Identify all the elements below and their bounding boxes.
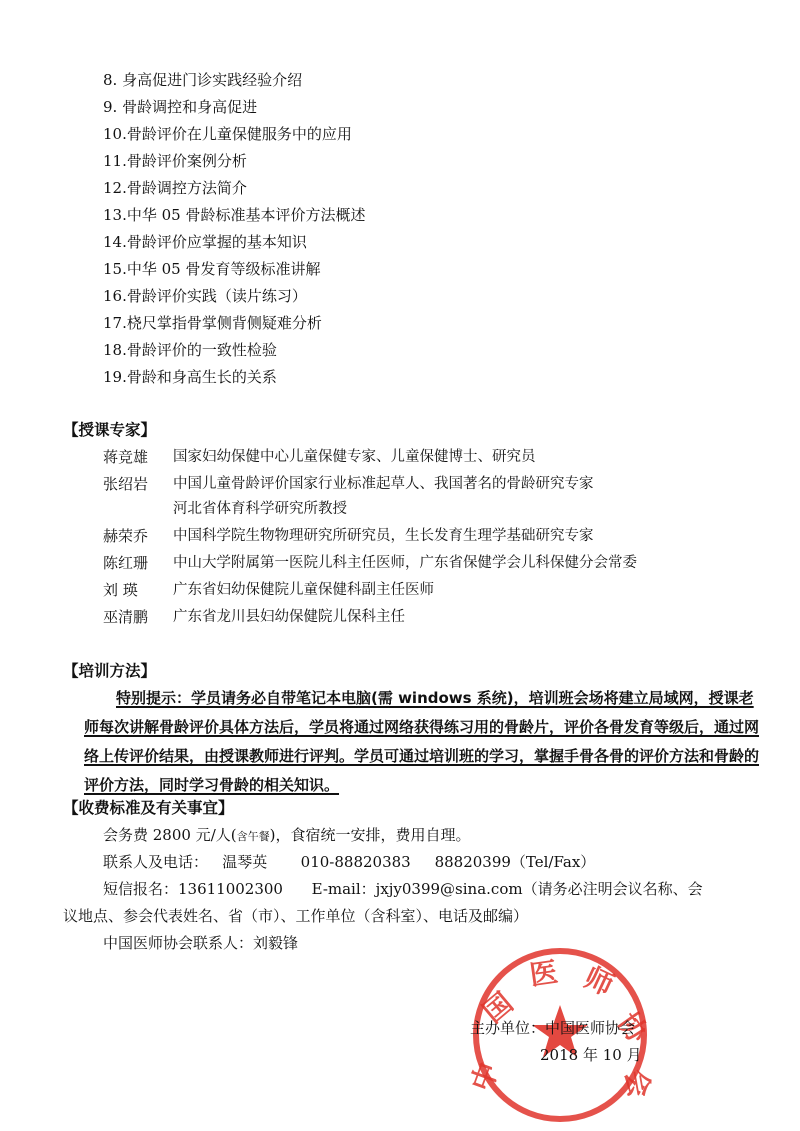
expert-name: 张绍岩: [103, 475, 149, 493]
fee-line: [103, 825, 470, 847]
topic-item: 10.骨龄评价在儿童保健服务中的应用: [103, 125, 352, 143]
topic-item: 13.中华 05 骨龄标准基本评价方法概述: [103, 206, 366, 224]
sms-line-cont: 议地点、参会代表姓名、省（市）、工作单位（含科室）、电话及邮编）: [63, 907, 529, 925]
topic-item: 15.中华 05 骨发育等级标准讲解: [103, 260, 321, 278]
expert-desc: 国家妇幼保健中心儿童保健专家、儿童保健博士、研究员: [173, 449, 536, 465]
expert-name: 陈红珊: [103, 554, 149, 572]
expert-desc: 广东省龙川县妇幼保健院儿保科主任: [173, 609, 405, 625]
topic-item: 12.骨龄调控方法简介: [103, 179, 247, 197]
fee-terms: )，食宿统一安排，费用自理。: [269, 826, 471, 844]
svg-text:中: 中: [464, 1057, 506, 1096]
expert-desc: 中国儿童骨龄评价国家行业标准起草人、我国著名的骨龄研究专家: [173, 476, 594, 492]
svg-text:医: 医: [527, 955, 560, 992]
expert-name: 刘 瑛: [103, 581, 138, 599]
expert-name: 蒋竞雄: [103, 448, 149, 466]
svg-text:会: 会: [618, 1066, 657, 1101]
topic-item: 9. 骨龄调控和身高促进: [103, 98, 258, 116]
fee-amount: 会务费 2800 元/人(: [103, 826, 237, 844]
association-contact: 中国医师协会联系人：刘毅锋: [103, 934, 299, 952]
organizer: 主办单位：中国医师协会: [470, 1019, 636, 1037]
expert-name: 赫荣乔: [103, 527, 149, 545]
expert-desc: 中国科学院生物物理研究所研究员，生长发育生理学基础研究专家: [173, 528, 594, 544]
date: 2018 年 10 月: [540, 1046, 642, 1064]
special-notice: [84, 684, 764, 800]
expert-name: 巫清鹏: [103, 608, 149, 626]
expert-desc: 广东省妇幼保健院儿童保健科副主任医师: [173, 582, 434, 598]
expert-desc: 中山大学附属第一医院儿科主任医师，广东省保健学会儿科保健分会常委: [173, 555, 637, 571]
topic-item: 19.骨龄和身高生长的关系: [103, 368, 277, 386]
topic-item: 18.骨龄评价的一致性检验: [103, 341, 277, 359]
contact-line: 联系人及电话： 温琴英 010-88820383 88820399（Tel/Fax）: [103, 853, 596, 871]
topic-item: 16.骨龄评价实践（读片练习）: [103, 287, 307, 305]
special-notice-text: 特别提示：学员请务必自带笔记本电脑(需 windows 系统)，培训班会场将建立局域网，授课老师每次讲解骨龄评价具体方法后，学员将通过网络获得练习用的骨龄片，评价各骨发育等级后，通过网络上传评价结果，由授课教师进行评判。学员可通过培训班的学习，掌握手骨各骨的评价方法和骨龄的评价方法，同时学习骨龄的相关知识。: [84, 689, 760, 794]
topic-item: 17.桡尺掌指骨掌侧背侧疑难分析: [103, 314, 322, 332]
svg-text:师: 师: [579, 960, 619, 1003]
experts-heading: 【授课专家】: [63, 421, 157, 439]
topic-item: 8. 身高促进门诊实践经验介绍: [103, 71, 303, 89]
fee-note: 含午餐: [236, 830, 270, 843]
fees-heading: 【收费标准及有关事宜】: [63, 799, 234, 817]
sms-line: 短信报名：13611002300 E-mail：jxjy0399@sina.com（请务必注明会议名称、会: [103, 880, 703, 898]
topic-item: 11.骨龄评价案例分析: [103, 152, 247, 170]
svg-text:协: 协: [611, 1006, 655, 1049]
training-heading: 【培训方法】: [63, 662, 157, 680]
topic-item: 14.骨龄评价应掌握的基本知识: [103, 233, 307, 251]
svg-text:国: 国: [476, 986, 520, 1030]
expert-desc: 河北省体育科学研究所教授: [173, 501, 347, 517]
